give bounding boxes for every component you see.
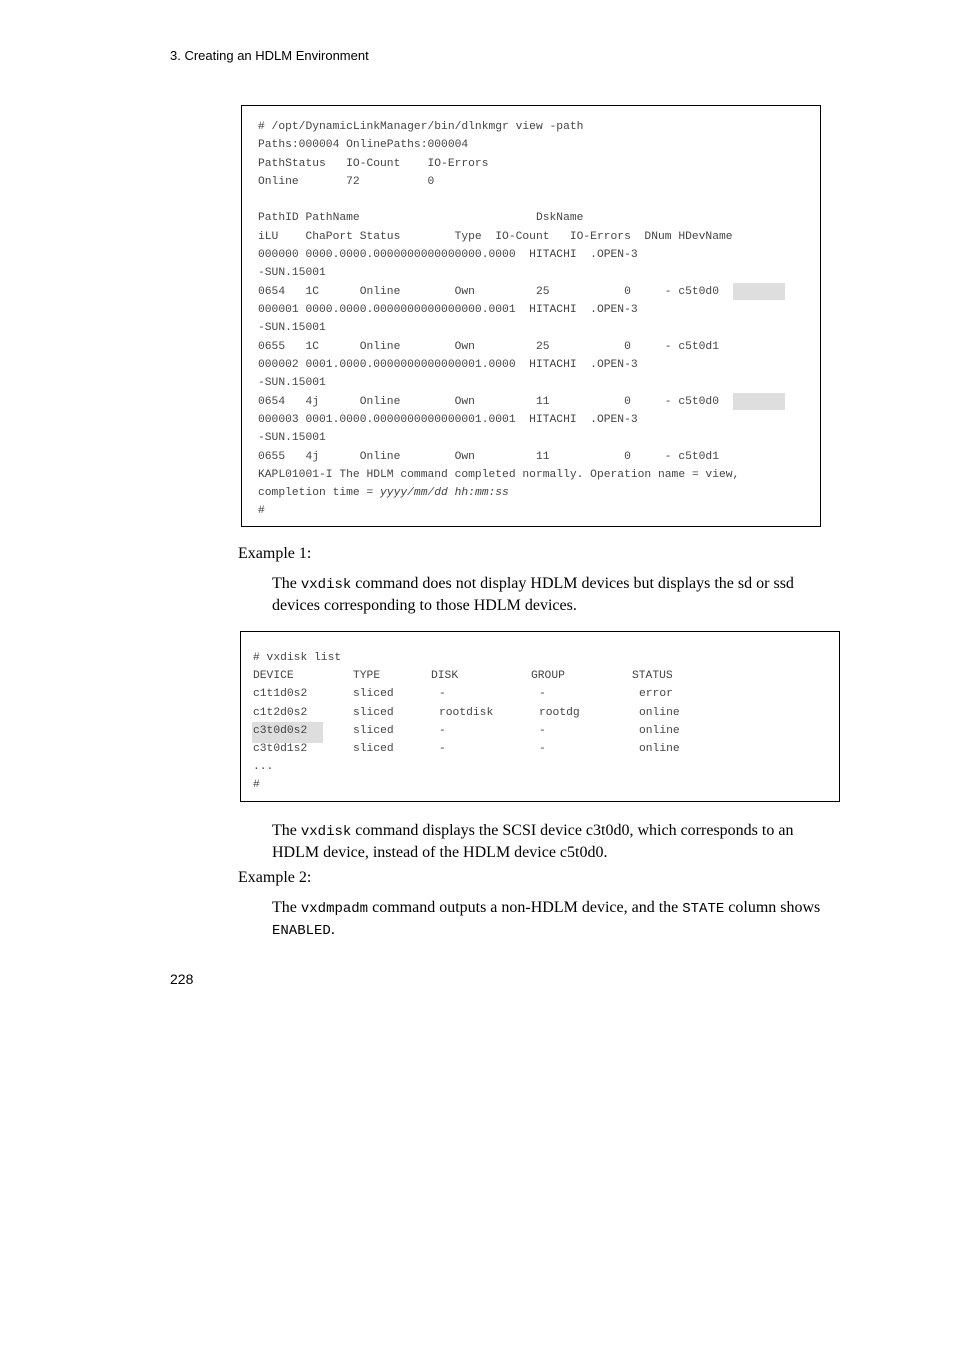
vxdisk-output-box xyxy=(240,631,840,802)
completion-time-line xyxy=(258,486,509,500)
code-line: 0655 1C Online Own 25 0 - c5t0d1 xyxy=(258,341,719,353)
table-cell-device: c1t1d0s2 xyxy=(253,688,308,700)
table-cell-status: online xyxy=(639,725,680,737)
example-1-label: Example 1: xyxy=(238,545,312,562)
column-header-group: GROUP xyxy=(531,670,565,682)
code-line: 0654 4j Online Own 11 0 - c5t0d0 xyxy=(258,396,719,408)
code-line: -SUN.15001 xyxy=(258,322,326,334)
text: command does not display HDLM devices but displays the sd or ssd devices corresponding to those HDLM devices. xyxy=(272,575,794,614)
column-header-type: TYPE xyxy=(353,670,381,682)
code-line: 000001 0000.0000.0000000000000000.0001 HITACHI .OPEN-3 xyxy=(258,304,638,316)
table-cell-device: c1t2d0s2 xyxy=(253,707,308,719)
table-cell-type: sliced xyxy=(353,743,394,755)
value-enabled: ENABLED xyxy=(272,922,331,939)
table-cell-disk: - xyxy=(439,725,446,737)
column-header-status: STATUS xyxy=(632,670,673,682)
table-cell-status: online xyxy=(639,743,680,755)
text: The xyxy=(272,575,301,592)
table-cell-disk: rootdisk xyxy=(439,707,494,719)
table-cell-group: - xyxy=(539,688,546,700)
completion-time-format: yyyy/mm/dd hh:mm:ss xyxy=(380,487,509,499)
code-line: PathStatus IO-Count IO-Errors xyxy=(258,158,489,170)
column-header-disk: DISK xyxy=(431,670,459,682)
highlight-c5t0d0-2 xyxy=(733,393,785,410)
table-cell-device: c3t0d1s2 xyxy=(253,743,308,755)
code-line: 000000 0000.0000.0000000000000000.0000 HITACHI .OPEN-3 xyxy=(258,249,638,261)
text: column shows xyxy=(724,899,821,916)
code-line: 0654 1C Online Own 25 0 - c5t0d0 xyxy=(258,286,719,298)
example-1-explanation xyxy=(272,821,842,862)
code-line: Paths:000004 OnlinePaths:000004 xyxy=(258,139,469,151)
command-name-vxdisk: vxdisk xyxy=(300,824,352,840)
example-2-description xyxy=(272,898,842,941)
table-cell-status: error xyxy=(639,688,673,700)
shell-prompt: # xyxy=(253,779,260,791)
code-line: 0655 4j Online Own 11 0 - c5t0d1 xyxy=(258,451,719,463)
completion-time-prefix: completion time = xyxy=(258,487,381,499)
code-line: -SUN.15001 xyxy=(258,377,326,389)
running-head: 3. Creating an HDLM Environment xyxy=(170,48,369,63)
text: The xyxy=(272,822,301,839)
table-cell-type: sliced xyxy=(353,725,394,737)
table-cell-type: sliced xyxy=(353,688,394,700)
table-cell-group: - xyxy=(539,725,546,737)
dlnkmgr-output-box xyxy=(241,105,821,527)
column-header-device: DEVICE xyxy=(253,670,294,682)
code-line: -SUN.15001 xyxy=(258,267,326,279)
text: The xyxy=(272,899,301,916)
column-name-state: STATE xyxy=(682,901,725,917)
ellipsis: ... xyxy=(253,761,274,773)
table-cell-type: sliced xyxy=(353,707,394,719)
table-cell-disk: - xyxy=(439,743,446,755)
table-cell-group: rootdg xyxy=(539,707,580,719)
page-number: 228 xyxy=(170,971,194,987)
table-cell-group: - xyxy=(539,743,546,755)
code-line: PathID PathName DskName xyxy=(258,212,584,224)
text: command displays the SCSI device c3t0d0, which corresponds to an HDLM device, instead of the HDLM device c5t0d0. xyxy=(272,822,794,861)
text: . xyxy=(330,920,335,938)
table-cell-device: c3t0d0s2 xyxy=(253,725,308,737)
table-cell-disk: - xyxy=(439,688,446,700)
code-line: iLU ChaPort Status Type IO-Count IO-Errors DNum HDevName xyxy=(258,231,733,243)
code-line: -SUN.15001 xyxy=(258,432,326,444)
text: command outputs a non-HDLM device, and the xyxy=(368,899,683,916)
example-2-label: Example 2: xyxy=(238,869,312,886)
code-line: 000003 0001.0000.0000000000000001.0001 HITACHI .OPEN-3 xyxy=(258,414,638,426)
shell-prompt: # xyxy=(258,505,265,517)
command-name-vxdmpadm: vxdmpadm xyxy=(300,901,369,917)
vxdisk-command: # vxdisk list xyxy=(253,652,342,664)
table-cell-status: online xyxy=(639,707,680,719)
code-line: Online 72 0 xyxy=(258,176,435,188)
code-line: # /opt/DynamicLinkManager/bin/dlnkmgr view -path xyxy=(258,121,584,133)
example-1-description xyxy=(272,574,842,615)
highlight-c5t0d0-1 xyxy=(733,283,785,300)
code-line: 000002 0001.0000.0000000000000001.0000 HITACHI .OPEN-3 xyxy=(258,359,638,371)
command-name-vxdisk: vxdisk xyxy=(300,577,352,593)
code-line: KAPL01001-I The HDLM command completed normally. Operation name = view, xyxy=(258,469,740,481)
